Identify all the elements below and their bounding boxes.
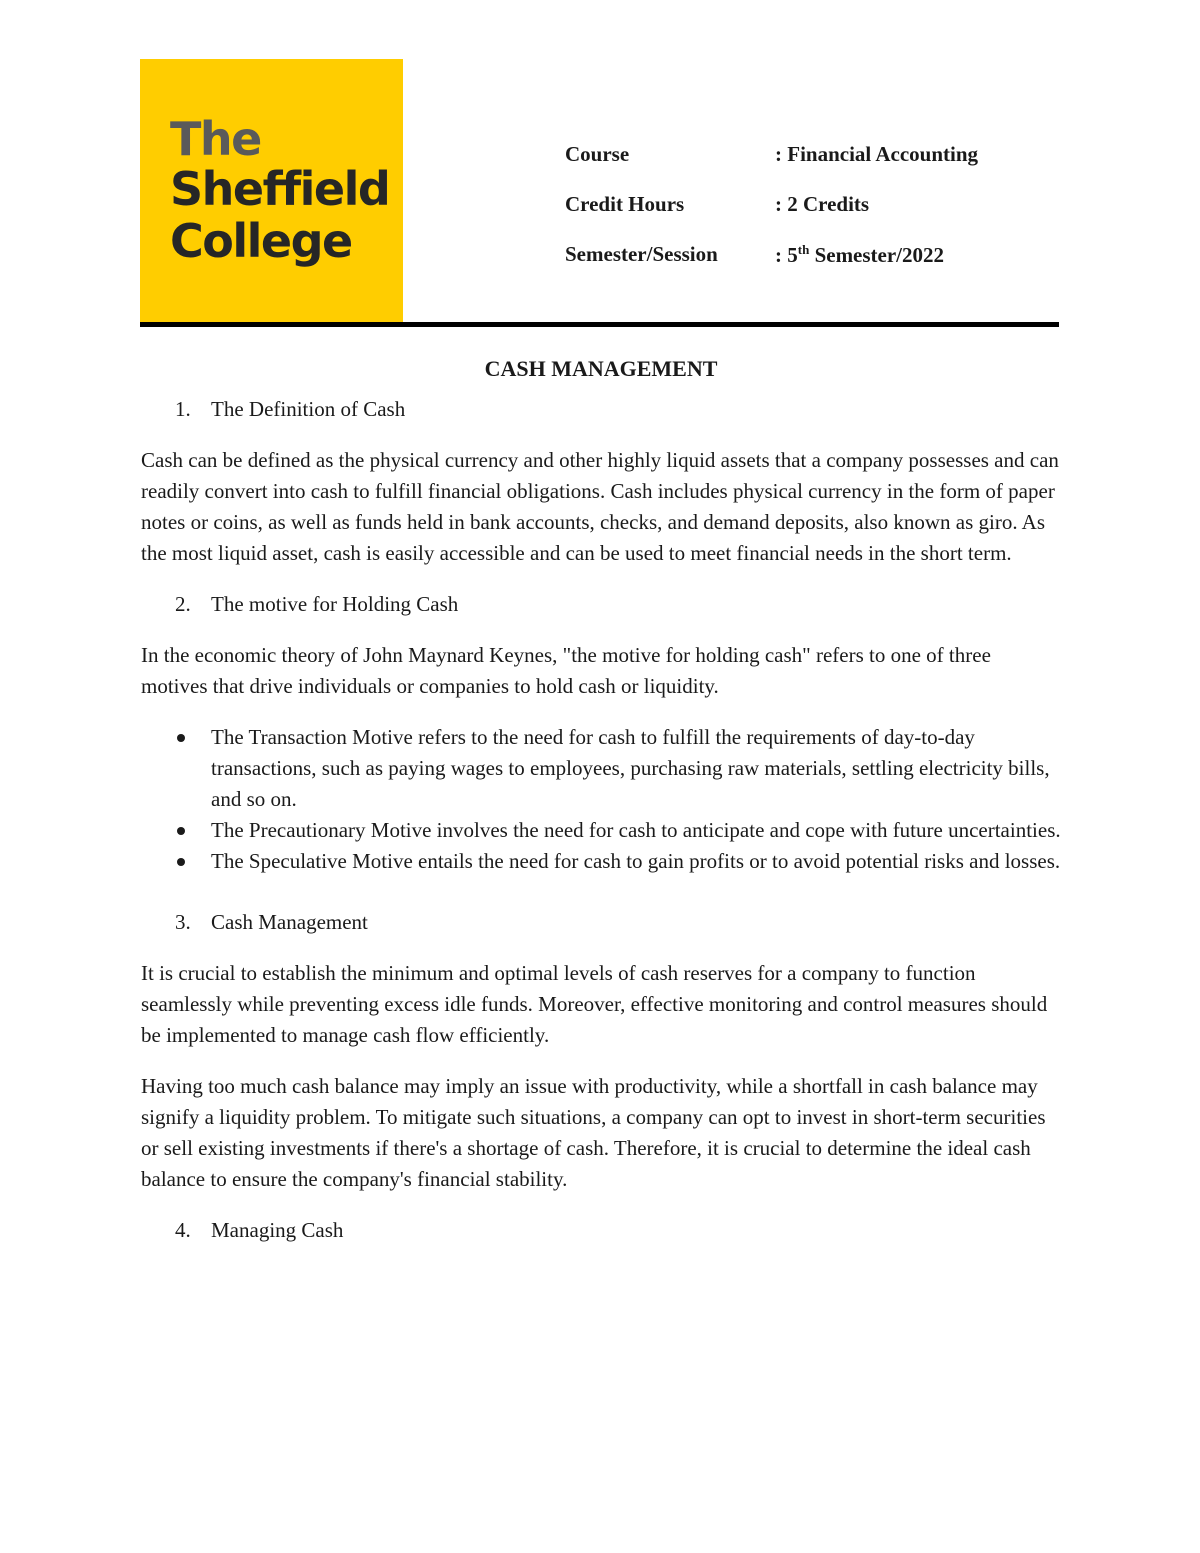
section-heading-text: Cash Management <box>211 910 368 934</box>
credit-hours-row <box>565 192 1045 242</box>
course-label: Course <box>565 142 630 166</box>
list-item-text: The Speculative Motive entails the need for cash to gain profits or to avoid potential risks and losses. <box>211 849 1061 873</box>
semester-row <box>565 242 1045 292</box>
logo-text-line-2: Sheffield <box>170 162 390 216</box>
section-heading <box>141 589 1061 620</box>
section-number: 3. <box>175 910 191 934</box>
management-paragraph-1: It is crucial to establish the minimum and optimal levels of cash reserves for a company to function seamlessly while preventing excess idle funds. Moreover, effective monitoring and control measures should be implemented to manage cash flow efficiently. <box>141 961 1048 1047</box>
management-paragraph-2: Having too much cash balance may imply an issue with productivity, while a shortfall in cash balance may signify a liquidity problem. To mitigate such situations, a company can opt to invest in short-term securities or sell existing investments if there's a shortage of cash. Therefore, it is crucial to determine the ideal cash balance to ensure the company's financial stability. <box>141 1074 1046 1191</box>
course-info <box>565 142 1045 292</box>
bullet-icon <box>177 734 185 742</box>
section-heading <box>141 1215 1061 1246</box>
semester-value-ordinal: th <box>797 242 810 257</box>
header-divider <box>140 322 1059 327</box>
college-logo <box>140 59 403 323</box>
section-heading-text: The motive for Holding Cash <box>211 592 459 616</box>
document-title: CASH MANAGEMENT <box>484 356 718 381</box>
semester-value-suffix: Semester/2022 <box>809 243 945 267</box>
semester-value <box>775 242 944 268</box>
definition-paragraph: Cash can be defined as the physical currency and other highly liquid assets that a company possesses and can readily convert into cash to fulfill financial obligations. Cash includes physical currency in the form of paper notes or coins, as well as funds held in bank accounts, checks, and demand deposits, also known as giro. As the most liquid asset, cash is easily accessible and can be used to meet financial needs in the short term. <box>141 448 1059 565</box>
bullet-icon <box>177 827 185 835</box>
section-number: 2. <box>175 592 191 616</box>
document-body <box>141 350 1061 1266</box>
section-number: 4. <box>175 1218 191 1242</box>
section-number: 1. <box>175 397 191 421</box>
logo-text-line-3: College <box>170 214 352 268</box>
list-item-text: The Precautionary Motive involves the need for cash to anticipate and cope with future uncertainties. <box>211 818 1061 842</box>
section-heading <box>141 394 1061 425</box>
list-item <box>141 846 1061 877</box>
list-item <box>141 722 1061 815</box>
section-heading-text: The Definition of Cash <box>211 397 406 421</box>
course-value: : Financial Accounting <box>775 142 979 166</box>
section-heading <box>141 907 1061 938</box>
logo-text-line-1: The <box>170 112 261 166</box>
motive-intro-paragraph: In the economic theory of John Maynard Keynes, "the motive for holding cash" refers to one of three motives that drive individuals or companies to hold cash or liquidity. <box>141 643 991 698</box>
semester-value-prefix: : 5 <box>775 243 798 267</box>
credit-hours-value: : 2 Credits <box>775 192 870 216</box>
bullet-icon <box>177 858 185 866</box>
list-item <box>141 815 1061 846</box>
list-item-text: The Transaction Motive refers to the need for cash to fulfill the requirements of day-to-day transactions, such as paying wages to employees, purchasing raw materials, settling electricity bills, and so on. <box>211 725 1050 811</box>
section-heading-text: Managing Cash <box>211 1218 344 1242</box>
course-row <box>565 142 1045 192</box>
semester-label: Semester/Session <box>565 242 718 266</box>
motives-list <box>141 722 1061 877</box>
credit-hours-label: Credit Hours <box>565 192 685 216</box>
